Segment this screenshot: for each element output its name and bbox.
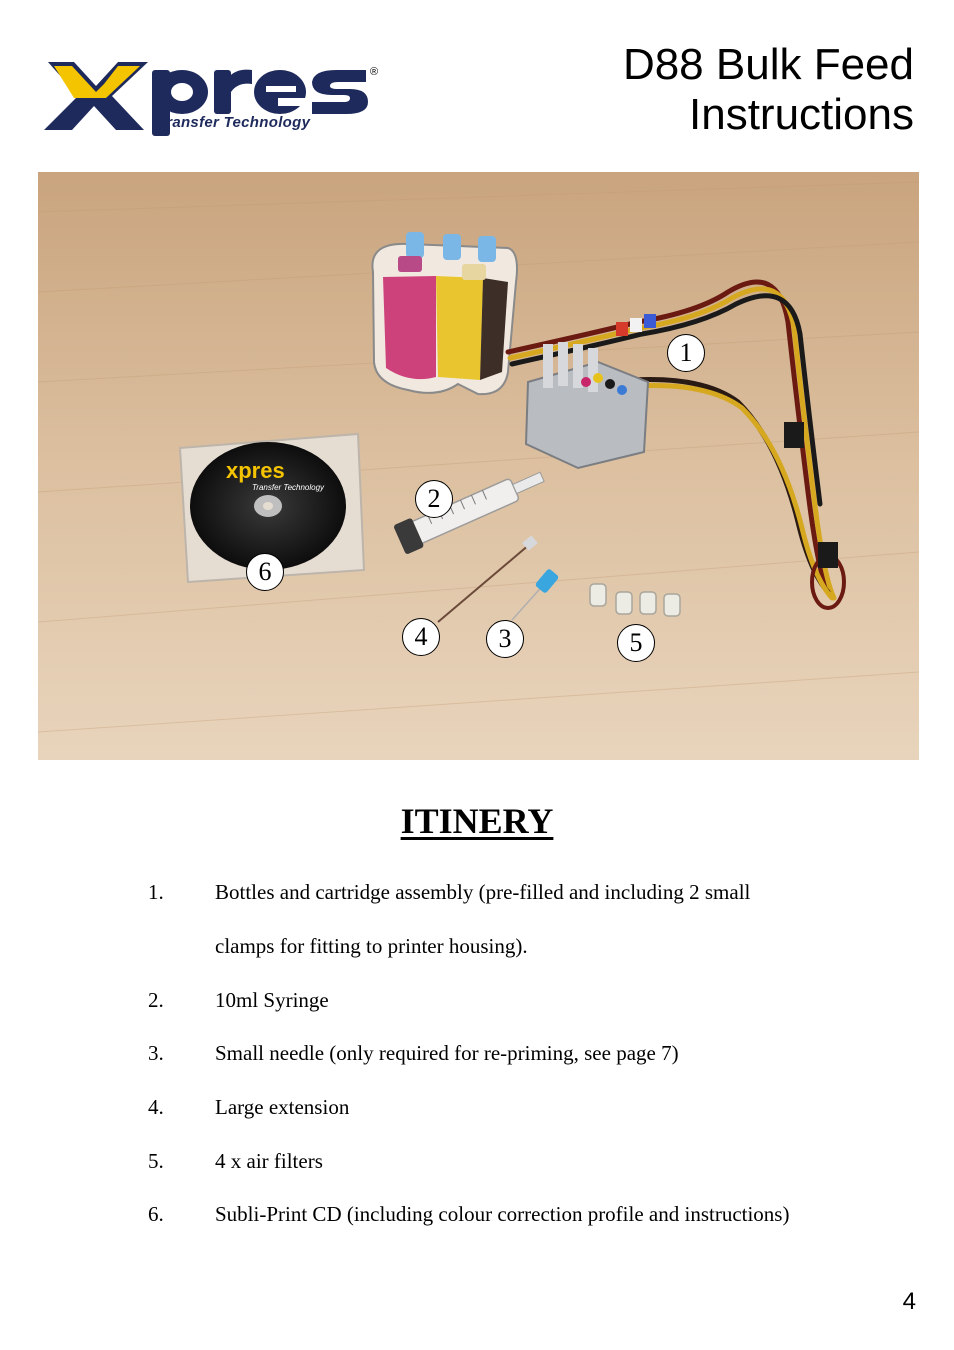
list-item — [148, 973, 908, 1027]
cd-label-tagline: Transfer Technology — [252, 483, 325, 492]
list-item-text: Large extension — [215, 1095, 350, 1120]
list-item — [148, 866, 908, 920]
list-item-text: Bottles and cartridge assembly (pre-filled and including 2 small — [215, 880, 751, 905]
itinery-list — [148, 866, 908, 1242]
callout-6: 6 — [246, 553, 284, 591]
title-line-2: Instructions — [689, 90, 914, 139]
list-item-number: 6. — [148, 1202, 164, 1227]
list-item — [148, 1027, 908, 1081]
document-title — [623, 40, 914, 140]
list-item-text: 4 x air filters — [215, 1148, 323, 1173]
product-photo — [38, 172, 919, 760]
ink-bottles — [372, 232, 517, 394]
list-item — [148, 1134, 908, 1188]
callout-5: 5 — [617, 624, 655, 662]
list-item-text: Subli-Print CD (including colour correction profile and instructions) — [215, 1202, 790, 1227]
registered-mark: ® — [370, 66, 379, 78]
callout-3: 3 — [486, 620, 524, 658]
list-item-text: Small needle (only required for re-priming, see page 7) — [215, 1041, 679, 1066]
list-item-continuation — [148, 920, 908, 974]
list-item-number: 4. — [148, 1095, 164, 1120]
logo-tagline: Transfer Technology — [157, 114, 311, 131]
list-item-number: 1. — [148, 880, 164, 905]
list-item-number: 5. — [148, 1148, 164, 1173]
itinery-heading — [0, 800, 954, 842]
callout-1: 1 — [667, 334, 705, 372]
list-item-text: 10ml Syringe — [215, 987, 329, 1012]
list-item — [148, 1188, 908, 1242]
list-item-number: 3. — [148, 1041, 164, 1066]
cd-label-brand: xpres — [226, 458, 285, 483]
page-number: 4 — [902, 1288, 916, 1315]
callout-2: 2 — [415, 480, 453, 518]
list-item-text: clamps for fitting to printer housing). — [215, 934, 528, 959]
title-line-1: D88 Bulk Feed — [622, 40, 914, 89]
itinery-heading-text: ITINERY — [400, 801, 554, 841]
product-illustration — [38, 172, 919, 760]
xpres-logo — [44, 44, 389, 136]
callout-4: 4 — [402, 618, 440, 656]
list-item-number: 2. — [148, 987, 164, 1012]
list-item — [148, 1081, 908, 1135]
